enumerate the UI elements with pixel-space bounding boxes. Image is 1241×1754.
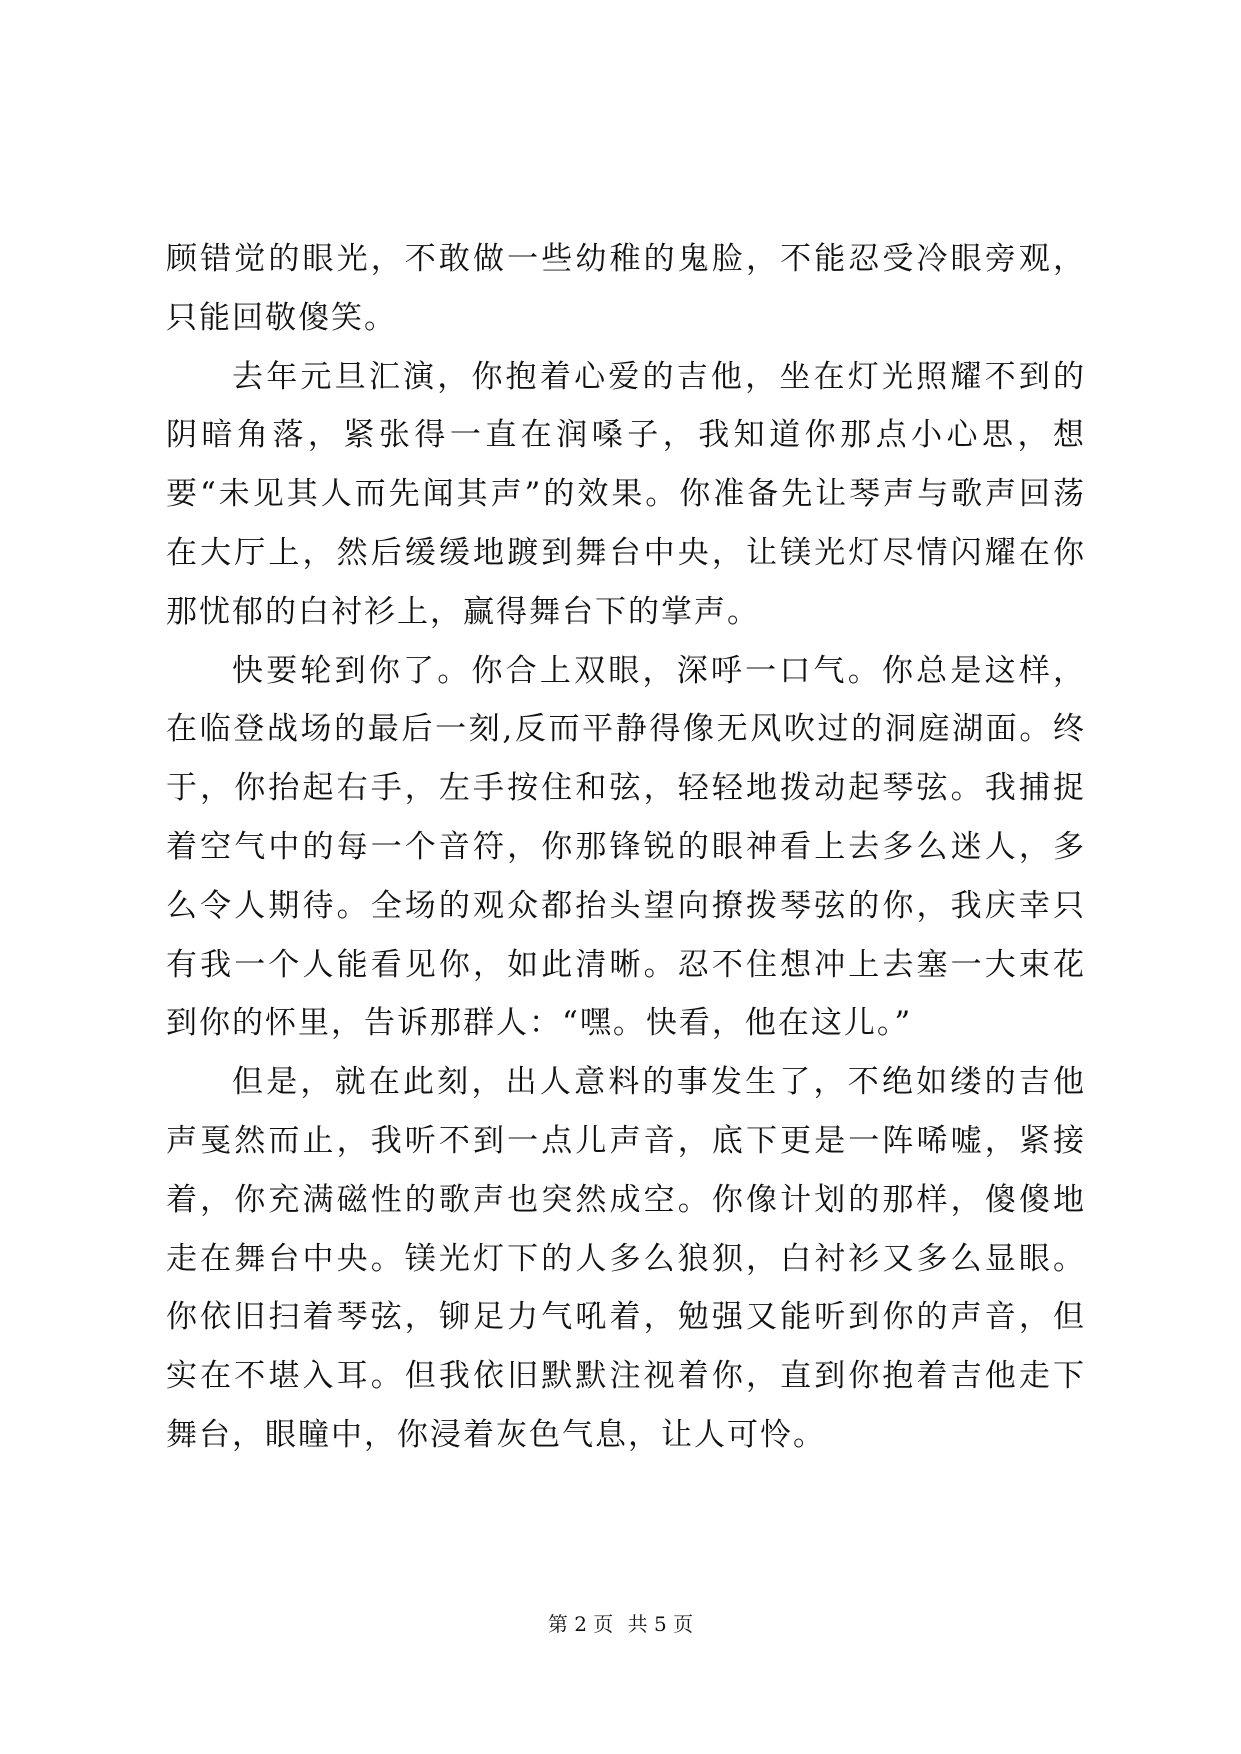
paragraph-4: 但是，就在此刻，出人意料的事发生了，不绝如缕的吉他声戛然而止，我听不到一点儿声音，底下更是一阵唏嘘，紧接着，你充满磁性的歌声也突然成空。你像计划的那样，傻傻地走在舞台中央。镁光灯下的人多么狼狈，白衬衫又多么显眼。你依旧扫着琴弦，铆足力气吼着，勉强又能听到你的声音，但实在不堪入耳。但我依旧默默注视着你，直到你抱着吉他走下舞台，眼瞳中，你浸着灰色气息，让人可怜。: [166, 1064, 1086, 1453]
paragraph-1: 顾错觉的眼光，不敢做一些幼稚的鬼脸，不能忍受冷眼旁观，只能回敬傻笑。: [166, 241, 1086, 336]
total-pages: 共 5 页: [627, 1612, 694, 1636]
page-number: 第 2 页: [547, 1612, 614, 1636]
paragraph-2: 去年元旦汇演，你抱着心爱的吉他，坐在灯光照耀不到的阴暗角落，紧张得一直在润嗓子，我知道你那点小心思，想要“未见其人而先闻其声”的效果。你准备先让琴声与歌声回荡在大厅上，然后缓缓地踱到舞台中央，让镁光灯尽情闪耀在你那忧郁的白衬衫上，赢得舞台下的掌声。: [166, 358, 1086, 630]
page-footer: [0, 1610, 1241, 1638]
document-body: [166, 230, 1086, 1465]
paragraph-3: 快要轮到你了。你合上双眼，深呼一口气。你总是这样，在临登战场的最后一刻,反而平静得像无风吹过的洞庭湖面。终于，你抬起右手，左手按住和弦，轻轻地拨动起琴弦。我捕捉着空气中的每一个音符，你那锋锐的眼神看上去多么迷人，多么令人期待。全场的观众都抬头望向撩拨琴弦的你，我庆幸只有我一个人能看见你，如此清晰。忍不住想冲上去塞一大束花到你的怀里，告诉那群人：“嘿。快看，他在这儿。”: [166, 652, 1086, 1042]
